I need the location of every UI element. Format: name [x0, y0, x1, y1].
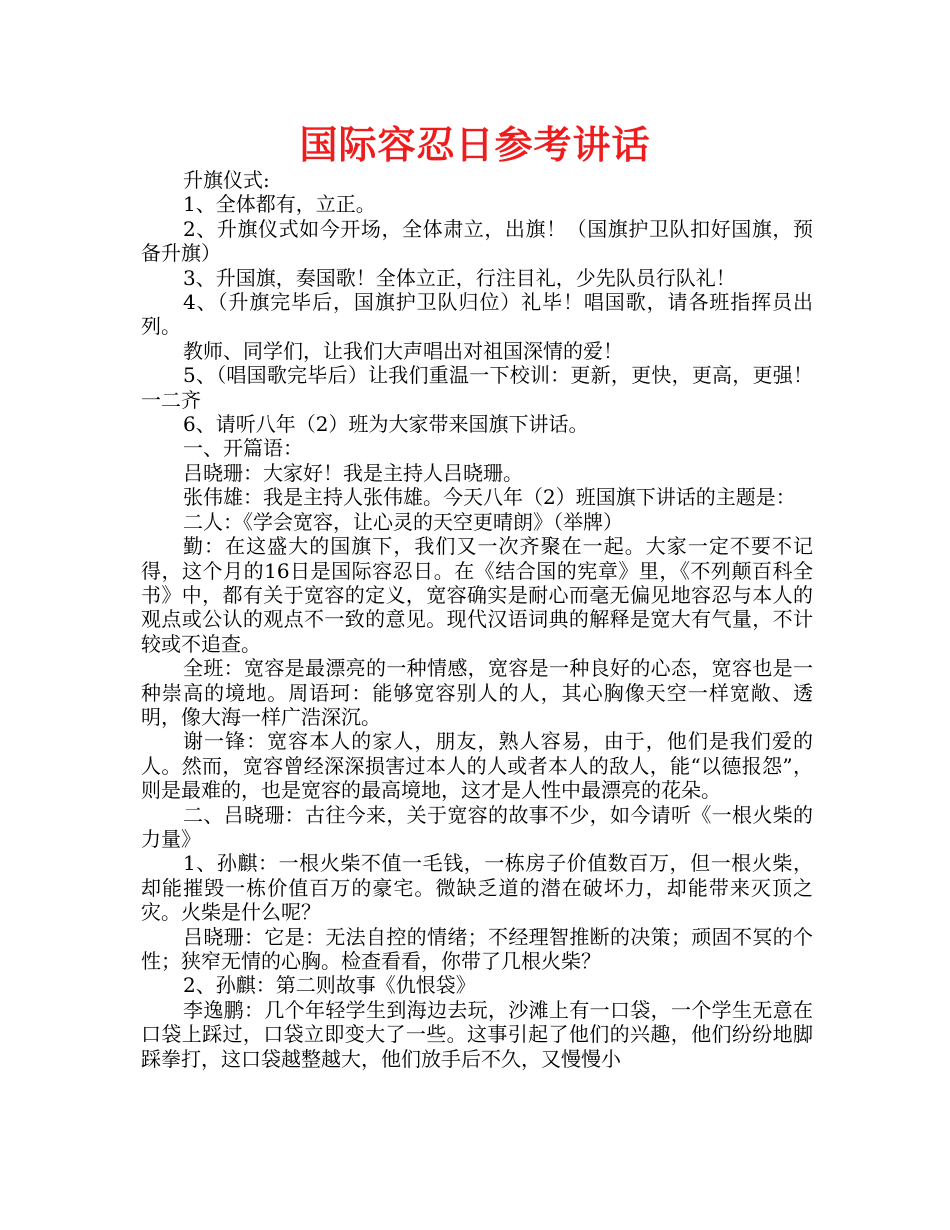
paragraph: 1、孙麒：一根火柴不值一毛钱，一栋房子价值数百万，但一根火柴，却能摧毁一栋价值百万的豪宅。微缺乏道的潜在破坏力，却能带来灭顶之灾。火柴是什么呢？	[141, 851, 813, 925]
paragraph: 教师、同学们，让我们大声唱出对祖国深情的爱！	[183, 338, 623, 363]
paragraph: 二人：《学会宽容，让心灵的天空更晴朗》（举牌）	[183, 509, 623, 534]
paragraph: 2、升旗仪式如今开场，全体肃立，出旗！（国旗护卫队扣好国旗，预备升旗）	[141, 216, 813, 266]
paragraph: 全班：宽容是最漂亮的一种情感，宽容是一种良好的心态，宽容也是一种崇高的境地。周语珂：能够宽容别人的人，其心胸像天空一样宽敞、透明，像大海一样广浩深沉。	[141, 656, 813, 729]
paragraph: 谢一锋：宽容本人的家人，朋友，熟人容易，由于，他们是我们爱的人。然而，宽容曾经深深损害过本人的人或者本人的敌人，能“以德报怨”，则是最难的，也是宽容的最高境地，这才是人性中最漂亮的花朵。	[141, 729, 813, 803]
paragraph: 3、升国旗，奏国歌！全体立正，行注目礼，少先队员行队礼！	[183, 265, 736, 290]
paragraph: 升旗仪式:	[183, 168, 270, 192]
paragraph: 勤：在这盛大的国旗下，我们又一次齐聚在一起。大家一定不要不记得，这个月的16日是国际容忍日。在《结合国的宪章》里，《不列颠百科全书》中，都有关于宽容的定义，宽容确实是耐心而毫无偏见地容忍与本人的观点或公认的观点不一致的意见。现代汉语词典的解释是宽大有气量，不计较或不追查。	[141, 534, 813, 656]
paragraph: 一、开篇语：	[183, 436, 303, 461]
paragraph: 5、（唱国歌完毕后）让我们重温一下校训：更新，更快，更高，更强！一二齐	[141, 363, 813, 412]
paragraph: 1、全体都有，立正。	[183, 192, 376, 217]
document-body	[141, 168, 813, 1071]
paragraph: 2、孙麒：第二则故事《仇恨袋》	[183, 973, 476, 998]
paragraph: 6、请听八年（2）班为大家带来国旗下讲话。	[183, 412, 589, 437]
document-title: 国际容忍日参考讲话	[299, 123, 651, 167]
paragraph: 吕晓珊：它是：无法自控的情绪；不经理智推断的决策；顽固不冥的个性；狭窄无情的心胸。检查看看，你带了几根火柴？	[141, 924, 813, 973]
paragraph: 4、（升旗完毕后，国旗护卫队归位）礼毕！唱国歌，请各班指挥员出列。	[141, 290, 813, 339]
paragraph: 二、吕晓珊：古往今来，关于宽容的故事不少，如今请听《一根火柴的力量》	[141, 802, 813, 851]
paragraph: 张伟雄：我是主持人张伟雄。今天八年（2）班国旗下讲话的主题是：	[183, 485, 796, 510]
paragraph: 李逸鹏：几个年轻学生到海边去玩，沙滩上有一口袋，一个学生无意在口袋上踩过，口袋立即变大了一些。这事引起了他们的兴趣，他们纷纷地脚踩拳打，这口袋越整越大，他们放手后不久，又慢慢小	[141, 997, 813, 1071]
paragraph: 吕晓珊：大家好！我是主持人吕晓珊。	[183, 460, 523, 485]
